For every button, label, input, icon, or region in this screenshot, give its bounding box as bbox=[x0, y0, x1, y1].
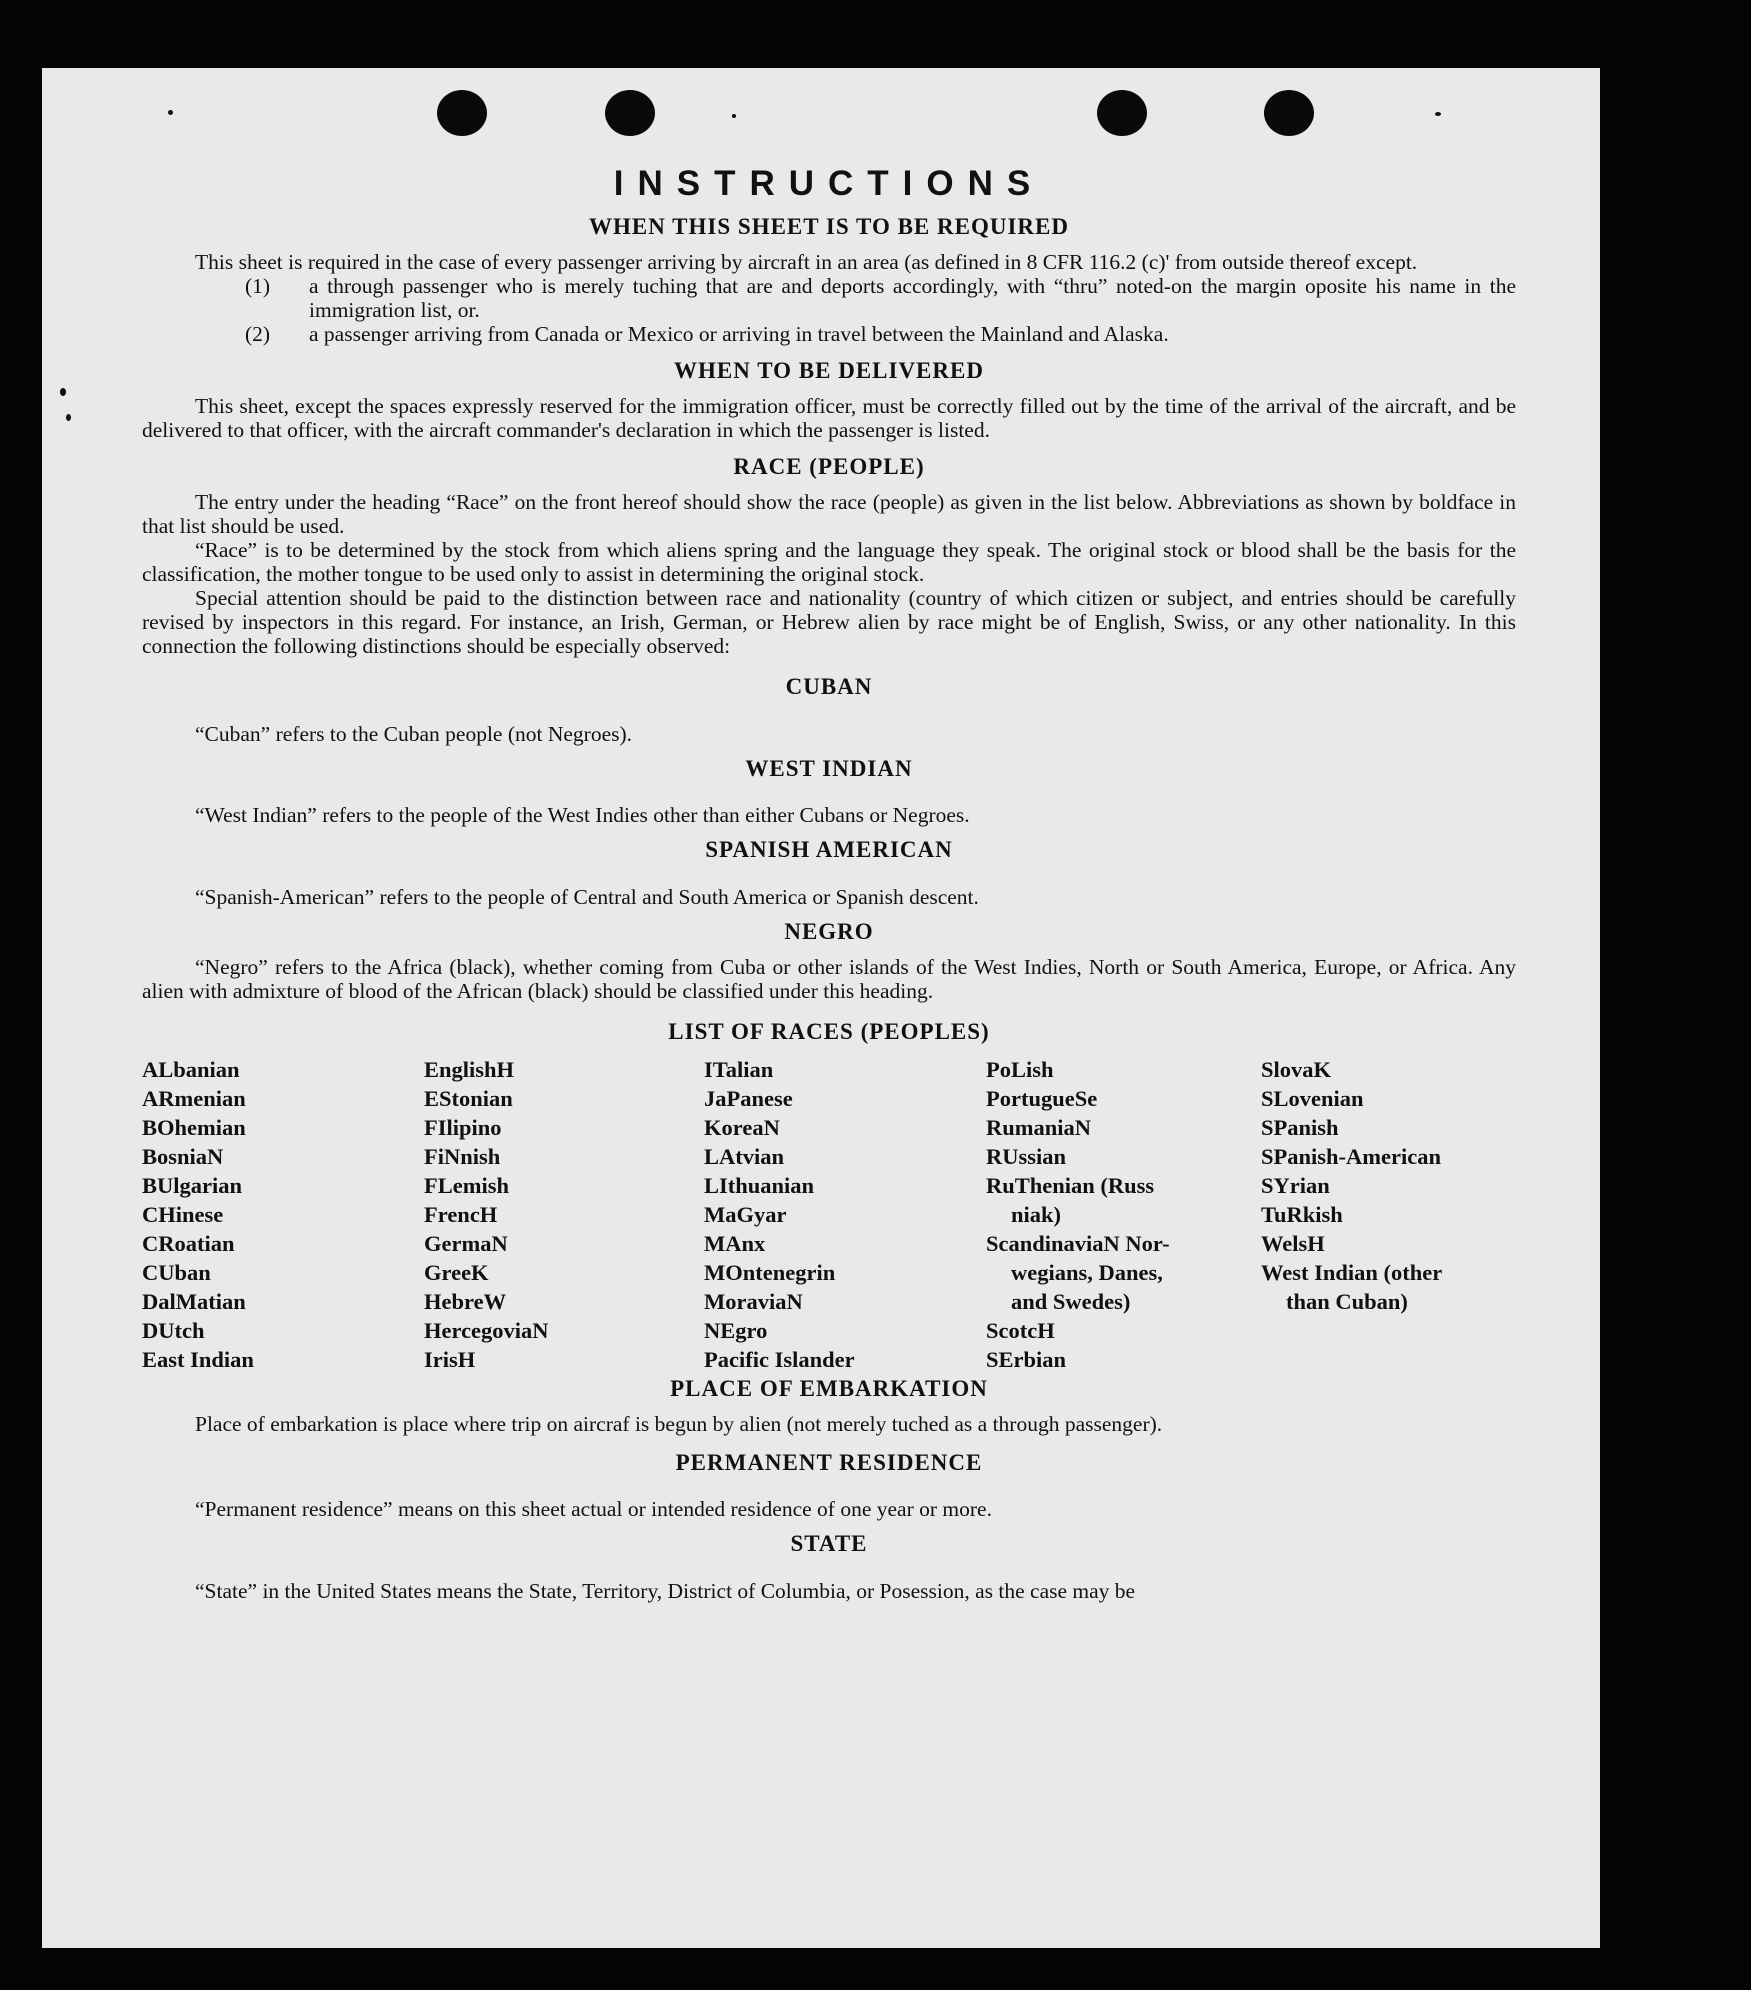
speck bbox=[168, 110, 173, 115]
race-entry: HercegoviaN bbox=[424, 1317, 549, 1343]
race-entry: ITalian bbox=[704, 1056, 774, 1082]
heading-spanish-american: SPANISH AMERICAN bbox=[705, 837, 953, 862]
race-entry: LAtvian bbox=[704, 1143, 785, 1169]
race-entry: ScandinaviaN Nor- bbox=[986, 1230, 1170, 1256]
race-entry: TuRkish bbox=[1261, 1201, 1343, 1227]
heading-negro: NEGRO bbox=[784, 918, 874, 944]
race-entry: MaGyar bbox=[704, 1201, 787, 1227]
document-sheet bbox=[42, 68, 1600, 1948]
race-entry: Pacific Islander bbox=[704, 1346, 855, 1372]
race-entry: SlovaK bbox=[1261, 1056, 1332, 1082]
race-entry: RuThenian (Russ bbox=[986, 1172, 1155, 1198]
punch-hole bbox=[1097, 90, 1147, 136]
races-column bbox=[424, 1055, 704, 1374]
race-entry: PoLish bbox=[986, 1056, 1054, 1082]
race-entry: DUtch bbox=[142, 1317, 205, 1343]
race-entry: FLemish bbox=[424, 1172, 510, 1198]
race-paragraph: The entry under the heading “Race” on the front hereof should show the race (people) as given in the list below. Abbreviations as shown by boldface in that list should be used. bbox=[142, 490, 1516, 538]
race-entry: West Indian (other bbox=[1261, 1259, 1443, 1285]
heading-state: STATE bbox=[790, 1531, 868, 1556]
races-column bbox=[986, 1055, 1261, 1374]
heading-list-of-races: LIST OF RACES (PEOPLES) bbox=[668, 1018, 990, 1044]
race-paragraph: “Race” is to be determined by the stock from which aliens spring and the language they speak. The original stock or blood shall be the basis for the classification, the mother tongue to be used only to assist in determining the original stock. bbox=[142, 538, 1516, 586]
race-entry: FIlipino bbox=[424, 1114, 502, 1140]
race-entry-continued: and Swedes) bbox=[1011, 1288, 1131, 1314]
exception-text: a passenger arriving from Canada or Mexico or arriving in travel between the Mainland and Alaska. bbox=[309, 322, 1169, 346]
exception-item bbox=[142, 274, 1516, 322]
race-paragraph: Special attention should be paid to the distinction between race and nationality (country of which citizen or subject, and entries should be carefully revised by inspectors in this regard. For instance, an Irish, German, or Hebrew alien by race might be of English, Swiss, or any other nationality. In this connection the following distinctions should be especially observed: bbox=[142, 586, 1516, 658]
race-entry: ScotcH bbox=[986, 1317, 1055, 1343]
race-entry: PortugueSe bbox=[986, 1085, 1098, 1111]
races-column bbox=[142, 1055, 424, 1374]
speck bbox=[66, 414, 71, 421]
race-entry: FiNnish bbox=[424, 1143, 501, 1169]
exception-item bbox=[142, 322, 1516, 346]
race-entry: BUlgarian bbox=[142, 1172, 243, 1198]
heading-when-required: WHEN THIS SHEET IS TO BE REQUIRED bbox=[589, 214, 1069, 239]
races-column bbox=[704, 1055, 986, 1374]
heading-race: RACE (PEOPLE) bbox=[733, 454, 925, 479]
race-entry: BOhemian bbox=[142, 1114, 246, 1140]
race-entry: SPanish-American bbox=[1261, 1143, 1441, 1169]
race-entry: MOntenegrin bbox=[704, 1259, 836, 1285]
race-entry: CHinese bbox=[142, 1201, 224, 1227]
cuban-text: “Cuban” refers to the Cuban people (not Negroes). bbox=[195, 721, 633, 746]
when-required-intro: This sheet is required in the case of every passenger arriving by aircraft in an area (as defined in 8 CFR 116.2 (c)' from outside thereof except. bbox=[195, 250, 1418, 274]
race-entry: FrencH bbox=[424, 1201, 498, 1227]
race-entry: ARmenian bbox=[142, 1085, 246, 1111]
race-entry: LIthuanian bbox=[704, 1172, 815, 1198]
heading-cuban: CUBAN bbox=[785, 674, 873, 699]
page-title: INSTRUCTIONS bbox=[613, 164, 1045, 203]
race-entry: SLovenian bbox=[1261, 1085, 1364, 1111]
race-entry: RUssian bbox=[986, 1143, 1067, 1169]
race-entry: East Indian bbox=[142, 1346, 254, 1372]
heading-place-of-embarkation: PLACE OF EMBARKATION bbox=[670, 1375, 988, 1401]
race-entry: NEgro bbox=[704, 1317, 768, 1343]
speck bbox=[732, 114, 736, 118]
race-entry: WelsH bbox=[1261, 1230, 1325, 1256]
west-indian-text: “West Indian” refers to the people of the West Indies other than either Cubans or Negroes. bbox=[195, 803, 970, 827]
spanish-american-text: “Spanish-American” refers to the people of Central and South America or Spanish descent. bbox=[195, 884, 979, 909]
race-entry: HebreW bbox=[424, 1288, 507, 1314]
race-entry: BosniaN bbox=[142, 1143, 224, 1169]
exception-number: (1) bbox=[245, 274, 271, 298]
exception-number: (2) bbox=[245, 322, 271, 346]
race-entry: MoraviaN bbox=[704, 1288, 803, 1314]
race-entry: KoreaN bbox=[704, 1114, 780, 1140]
race-entry: SErbian bbox=[986, 1346, 1067, 1372]
punch-hole bbox=[1264, 90, 1314, 136]
heading-when-delivered: WHEN TO BE DELIVERED bbox=[674, 358, 984, 383]
heading-west-indian: WEST INDIAN bbox=[745, 755, 913, 781]
race-entry: DalMatian bbox=[142, 1288, 246, 1314]
race-entry: GreeK bbox=[424, 1259, 489, 1285]
exception-text: a through passenger who is merely tuching that are and deports accordingly, with “thru” noted-on the margin oposite his name in the immigration list, or. bbox=[309, 274, 1516, 322]
instructions-content bbox=[142, 164, 1516, 1603]
race-entry: EStonian bbox=[424, 1085, 513, 1111]
negro-text: “Negro” refers to the Africa (black), whether coming from Cuba or other islands of the West Indies, North or South America, Europe, or Africa. Any alien with admixture of blood of the African (black) should be classified under this heading. bbox=[142, 954, 1516, 1003]
race-entry: ALbanian bbox=[142, 1056, 240, 1082]
race-entry: CUban bbox=[142, 1259, 211, 1285]
race-entry: JaPanese bbox=[704, 1085, 793, 1111]
place-of-embarkation-text: Place of embarkation is place where trip on aircraf is begun by alien (not merely tuched as a through passenger). bbox=[195, 1411, 1163, 1436]
race-entry: SPanish bbox=[1261, 1114, 1339, 1140]
speck bbox=[60, 388, 66, 396]
heading-permanent-residence: PERMANENT RESIDENCE bbox=[675, 1449, 983, 1475]
race-entry: MAnx bbox=[704, 1230, 766, 1256]
punch-hole bbox=[605, 90, 655, 136]
race-entry-continued: than Cuban) bbox=[1286, 1288, 1408, 1314]
race-entry: GermaN bbox=[424, 1230, 508, 1256]
when-delivered-text: This sheet, except the spaces expressly reserved for the immigration officer, must be correctly filled out by the time of the arrival of the aircraft, and be delivered to that officer, with the aircraft commander's declaration in which the passenger is listed. bbox=[142, 394, 1516, 442]
speck bbox=[1435, 112, 1441, 116]
races-column bbox=[1261, 1055, 1516, 1374]
race-entry: IrisH bbox=[424, 1346, 476, 1372]
race-entry: EnglishH bbox=[424, 1056, 515, 1082]
race-entry-continued: niak) bbox=[1011, 1201, 1062, 1227]
race-entry: CRoatian bbox=[142, 1230, 235, 1256]
race-entry-continued: wegians, Danes, bbox=[1011, 1259, 1163, 1285]
punch-hole bbox=[437, 90, 487, 136]
race-entry: SYrian bbox=[1261, 1172, 1330, 1198]
state-text: “State” in the United States means the State, Territory, District of Columbia, or Posession, as the case may be bbox=[195, 1578, 1136, 1603]
races-list bbox=[142, 1055, 1516, 1374]
race-entry: RumaniaN bbox=[986, 1114, 1092, 1140]
permanent-residence-text: “Permanent residence” means on this sheet actual or intended residence of one year or more. bbox=[195, 1497, 992, 1521]
